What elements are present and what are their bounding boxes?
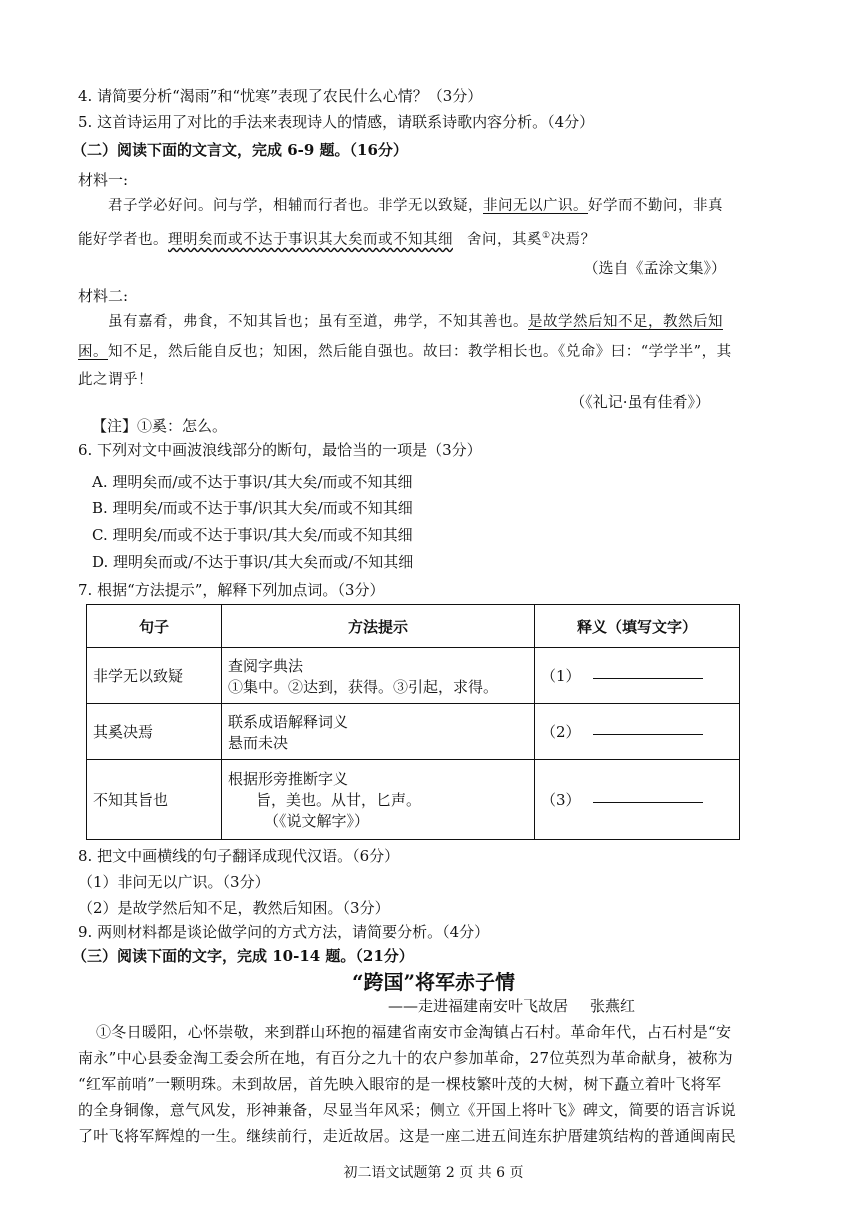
material-1-label: 材料一: <box>78 171 129 189</box>
hint-cell <box>222 760 535 840</box>
option-c: C. 理明矣/而或不达于事识/其大矣/而或不知其细 <box>92 526 413 544</box>
section-2-heading: （二）阅读下面的文言文，完成 6-9 题。（16分） <box>72 141 408 159</box>
article-line-1: ①冬日暖阳，心怀崇敬，来到群山环抱的福建省南安市金淘镇占石村。革命年代，占石村是“安 <box>96 1023 732 1041</box>
answer-number: （1） <box>541 667 581 685</box>
material-1-text: 好学而不勤问，非真 <box>588 198 723 214</box>
sentence-cell: 其奚决焉 <box>87 704 222 760</box>
material-2-text: 知不足，然后能自反也；知困，然后能自强也。故曰：教学相长也。《兑命》曰：“学学半”，其 <box>108 344 732 360</box>
footnote-marker: ① <box>542 231 551 241</box>
table-row <box>87 760 740 840</box>
hint-title: 根据形旁推断字义 <box>228 770 349 788</box>
answer-cell <box>535 704 740 760</box>
option-a: A. 理明矣而/或不达于事识/其大矣/而或不知其细 <box>92 473 413 491</box>
article-line-5: 了叶飞将军辉煌的一生。继续前行，走近故居。这是一座二进五间连东护厝建筑结构的普通闽南民 <box>78 1127 736 1145</box>
answer-number: （3） <box>541 791 581 809</box>
material-2-line-3: 此之谓乎！ <box>78 372 153 388</box>
underlined-sentence-2-end: 困。 <box>78 344 108 360</box>
question-8-part-1: （1）非问无以广识。（3分） <box>78 873 270 891</box>
material-2-text: 虽有嘉肴，弗食，不知其旨也；虽有至道，弗学，不知其善也。 <box>108 314 528 330</box>
question-8: 8. 把文中画横线的句子翻译成现代汉语。（6分） <box>78 847 400 865</box>
question-4: 4. 请简要分析“渴雨”和“忧寒”表现了农民什么心情？（3分） <box>78 87 483 105</box>
hint-cell <box>222 648 535 704</box>
question-9: 9. 两则材料都是谈论做学问的方式方法，请简要分析。（4分） <box>78 923 490 941</box>
answer-number: （2） <box>541 723 581 741</box>
question-5: 5. 这首诗运用了对比的手法来表现诗人的情感，请联系诗歌内容分析。（4分） <box>78 113 595 131</box>
sentence-cell: 非学无以致疑 <box>87 648 222 704</box>
material-1-line-1 <box>108 196 723 216</box>
underlined-sentence-2: 是故学然后知不足，教然后知 <box>528 314 723 330</box>
question-8-part-2: （2）是故学然后知不足，教然后知困。（3分） <box>78 899 390 917</box>
answer-blank-1[interactable] <box>593 676 703 679</box>
material-1-line-2 <box>78 226 596 250</box>
table-row <box>87 648 740 704</box>
answer-cell <box>535 760 740 840</box>
answer-cell <box>535 648 740 704</box>
material-1-source: （选自《孟涂文集》） <box>583 259 726 277</box>
article-subtitle-text: ——走进福建南安叶飞故居 <box>388 997 569 1015</box>
material-2-source: （《礼记·虽有佳肴》） <box>570 393 710 411</box>
header-meaning: 释义（填写文字） <box>535 605 740 648</box>
hint-detail: 悬而未决 <box>228 733 289 752</box>
sentence-cell: 不知其旨也 <box>87 760 222 840</box>
hint-cell <box>222 704 535 760</box>
material-1-text: 能好学者也。 <box>78 231 168 248</box>
wavy-underlined-passage: 理明矣而或不达于事识其大矣而或不知其细 <box>168 231 453 248</box>
table-header-row <box>87 605 740 648</box>
underlined-sentence-1: 非问无以广识。 <box>483 198 588 214</box>
header-method: 方法提示 <box>222 605 535 648</box>
answer-blank-3[interactable] <box>593 800 703 803</box>
material-2-label: 材料二: <box>78 287 129 305</box>
article-line-2: 南永”中心县委金淘工委会所在地，有百分之九十的农户参加革命，27位英烈为革命献身，被称为 <box>78 1049 733 1067</box>
hint-source: （《说文解字》） <box>264 812 370 830</box>
section-3-heading: （三）阅读下面的文字，完成 10-14 题。（21分） <box>72 947 414 965</box>
option-d: D. 理明矣而或/不达于事识/其大矣而或/不知其细 <box>92 553 414 571</box>
article-line-4: 的全身铜像，意气风发，形神兼备，尽显当年风采；侧立《开国上将叶飞》碑文，简要的语言诉说 <box>78 1101 736 1119</box>
question-7: 7. 根据“方法提示”，解释下列加点词。（3分） <box>78 581 385 599</box>
hint-title: 查阅字典法 <box>228 656 304 675</box>
material-1-text: 君子学必好问。问与学，相辅而行者也。非学无以致疑， <box>108 198 483 214</box>
method-table <box>86 604 740 840</box>
page-footer: 初二语文试题第 2 页 共 6 页 <box>343 1165 524 1181</box>
answer-blank-2[interactable] <box>593 732 703 735</box>
article-author: 张燕红 <box>590 997 636 1015</box>
material-1-text: 舍问，其奚 <box>467 231 542 248</box>
hint-detail: 旨，美也。从甘，匕声。 <box>256 791 422 809</box>
hint-title: 联系成语解释词义 <box>228 712 349 731</box>
question-6: 6. 下列对文中画波浪线部分的断句，最恰当的一项是（3分） <box>78 441 482 459</box>
annotation-note: 【注】①奚：怎么。 <box>92 417 228 435</box>
header-sentence: 句子 <box>87 605 222 648</box>
table-row <box>87 704 740 760</box>
hint-detail: ①集中。②达到，获得。③引起，求得。 <box>228 677 499 696</box>
article-title: “跨国”将军赤子情 <box>351 970 515 994</box>
material-2-line-2 <box>78 342 732 362</box>
option-b: B. 理明矣/而或不达于事/识其大矣/而或不知其细 <box>92 499 413 517</box>
article-line-3: “红军前哨”一颗明珠。未到故居，首先映入眼帘的是一棵枝繁叶茂的大树，树下矗立着叶飞将军 <box>78 1075 722 1093</box>
material-1-text: 决焉？ <box>550 231 596 248</box>
material-2-line-1 <box>108 312 723 332</box>
article-subtitle <box>388 996 635 1016</box>
